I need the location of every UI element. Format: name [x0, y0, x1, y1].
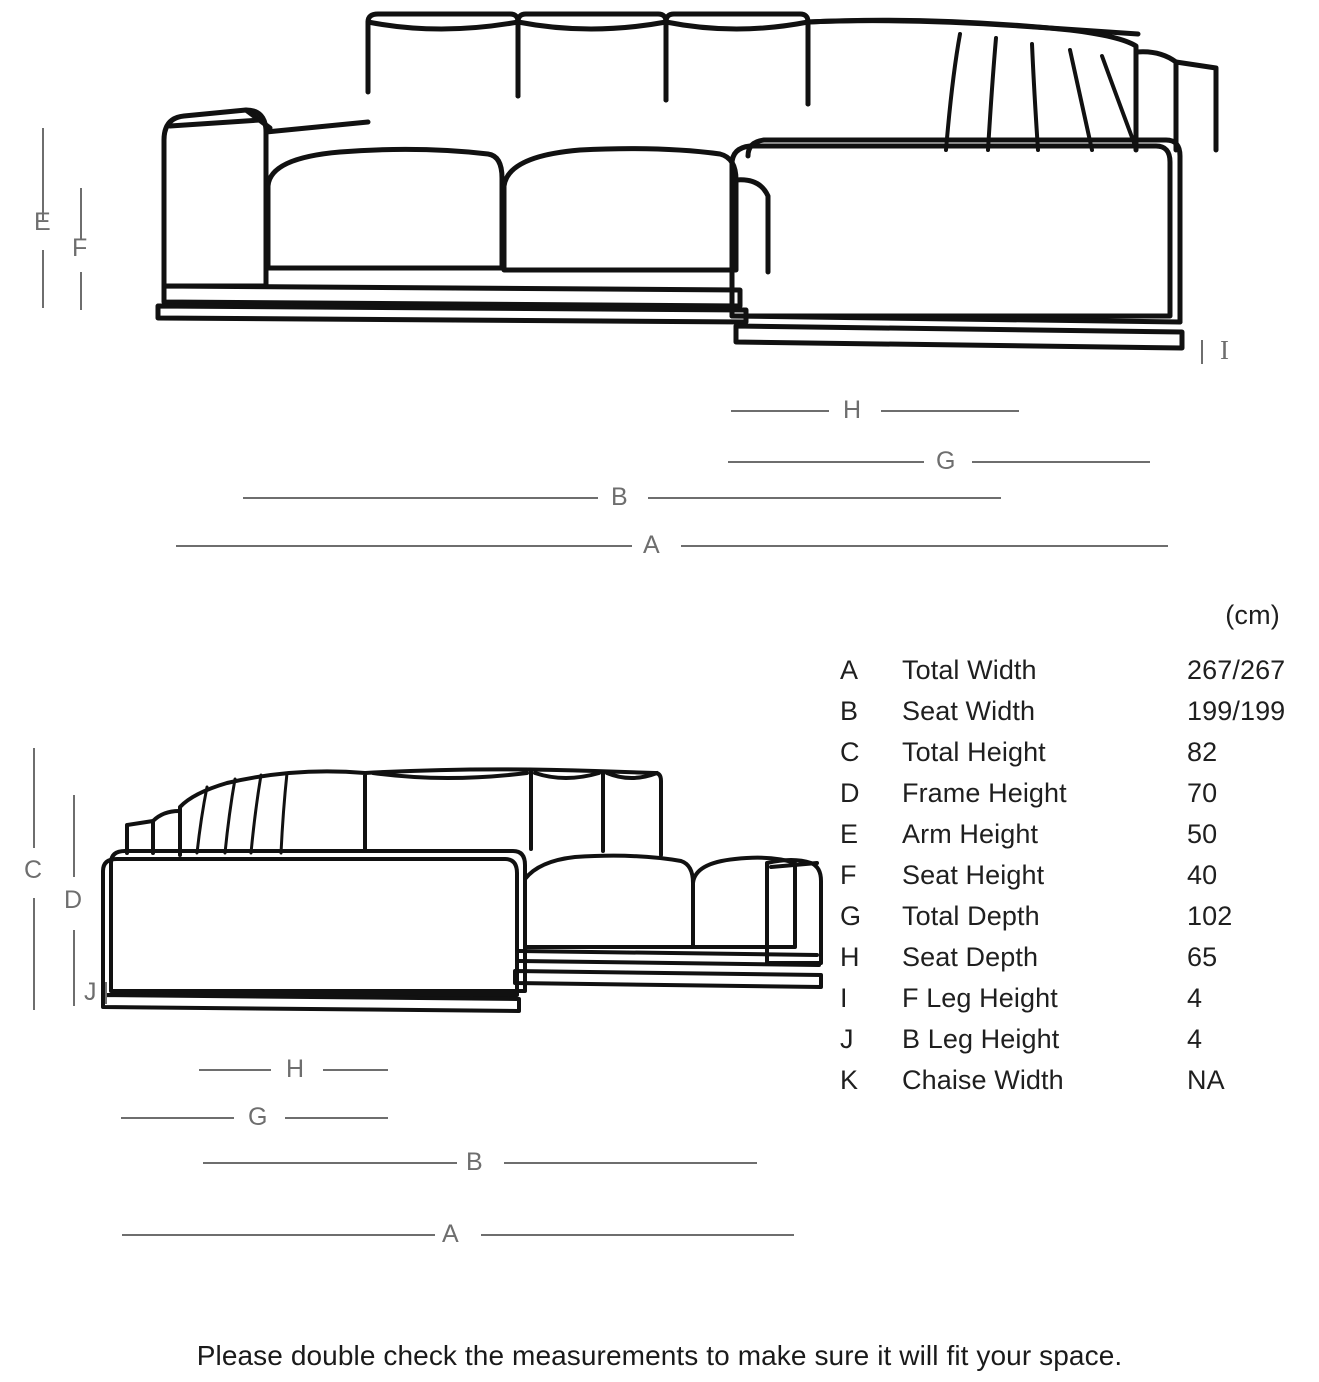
- spec-value: 70: [1187, 778, 1218, 808]
- dimension-line-total-width-right: [681, 545, 1168, 547]
- table-row: [840, 860, 1310, 901]
- dimension-line-total-depth-right-rear: [285, 1117, 388, 1119]
- spec-label: Frame Height: [902, 778, 1067, 808]
- spec-label: F Leg Height: [902, 983, 1058, 1013]
- spec-label: Seat Depth: [902, 942, 1039, 972]
- spec-key: E: [840, 819, 859, 849]
- spec-key: K: [840, 1065, 859, 1095]
- spec-key: F: [840, 860, 857, 890]
- spec-value: 50: [1187, 819, 1218, 849]
- dimension-line-seat-height-upper: [80, 188, 82, 240]
- dimension-line-total-depth-left: [728, 461, 924, 463]
- spec-value: 4: [1187, 1024, 1203, 1054]
- dimension-line-seat-height-lower: [80, 272, 82, 310]
- table-row: [840, 901, 1310, 942]
- dimension-line-seat-depth-right-rear: [323, 1069, 388, 1071]
- dimension-line-total-height-lower: [33, 898, 35, 1010]
- spec-value: 82: [1187, 737, 1218, 767]
- spec-label: Total Depth: [902, 901, 1040, 931]
- dimension-line-total-width-right-rear: [481, 1234, 794, 1236]
- dimension-label-total-depth: G: [936, 447, 956, 475]
- spec-value: 267/267: [1187, 655, 1286, 685]
- spec-label: Chaise Width: [902, 1065, 1064, 1095]
- dimension-label-frame-height: D: [64, 886, 83, 914]
- dimension-line-total-depth-left-rear: [121, 1117, 234, 1119]
- dimension-line-seat-width-left: [243, 497, 598, 499]
- spec-key: J: [840, 1024, 854, 1054]
- table-row: [840, 737, 1310, 778]
- spec-key: B: [840, 696, 859, 726]
- dimension-label-arm-height: E: [34, 208, 52, 236]
- measurement-disclaimer: Please double check the measurements to make sure it will fit your space.: [196, 1340, 1123, 1371]
- dimension-label-front-leg-height: I: [1220, 335, 1229, 365]
- spec-key: I: [840, 983, 848, 1013]
- spec-value: NA: [1187, 1065, 1225, 1095]
- dimension-line-total-depth-right: [972, 461, 1150, 463]
- table-row: [840, 942, 1310, 983]
- rear-view-illustration: [95, 755, 825, 1015]
- spec-key: A: [840, 655, 859, 685]
- dimension-line-seat-depth-left: [731, 410, 829, 412]
- dimension-line-frame-height-upper: [73, 795, 75, 877]
- table-row: [840, 983, 1310, 1024]
- dimension-label-total-width-rear: A: [442, 1220, 460, 1248]
- spec-value: 40: [1187, 860, 1218, 890]
- dimension-line-seat-width-right-rear: [504, 1162, 757, 1164]
- spec-label: B Leg Height: [902, 1024, 1060, 1054]
- table-row: [840, 778, 1310, 819]
- dimension-label-total-width: A: [643, 531, 661, 559]
- dimension-label-seat-width: B: [611, 483, 629, 511]
- dimension-line-seat-depth-left-rear: [199, 1069, 271, 1071]
- dimension-label-seat-width-rear: B: [466, 1148, 484, 1176]
- spec-label: Arm Height: [902, 819, 1039, 849]
- dimension-label-total-height: C: [24, 856, 43, 884]
- dimension-line-arm-height-lower: [42, 250, 44, 308]
- spec-label: Total Height: [902, 737, 1046, 767]
- spec-value: 4: [1187, 983, 1203, 1013]
- dimension-line-frame-height-lower: [73, 930, 75, 1006]
- dimension-line-total-width-left-rear: [122, 1234, 435, 1236]
- spec-rows: [840, 655, 1310, 1106]
- dimension-label-back-leg-height: J: [84, 978, 97, 1006]
- spec-label: Seat Width: [902, 696, 1036, 726]
- table-row: [840, 1024, 1310, 1065]
- spec-value: 199/199: [1187, 696, 1286, 726]
- spec-value: 102: [1187, 901, 1233, 931]
- dimension-line-seat-width-right: [648, 497, 1001, 499]
- dimension-line-arm-height-upper: [42, 128, 44, 220]
- dimension-line-seat-depth-right: [881, 410, 1019, 412]
- dimension-label-seat-depth: H: [843, 396, 862, 424]
- dimension-tick-front-leg-height: [1201, 340, 1203, 364]
- spec-value: 65: [1187, 942, 1218, 972]
- dimension-line-total-width-left: [176, 545, 632, 547]
- dimension-spec-table: [840, 600, 1310, 1106]
- spec-key: H: [840, 942, 860, 972]
- spec-label: Total Width: [902, 655, 1037, 685]
- spec-key: G: [840, 901, 862, 931]
- dimension-line-seat-width-left-rear: [203, 1162, 457, 1164]
- spec-label: Seat Height: [902, 860, 1045, 890]
- spec-key: D: [840, 778, 860, 808]
- dimension-label-seat-depth-rear: H: [286, 1055, 305, 1083]
- table-row: [840, 696, 1310, 737]
- unit-header: (cm): [1225, 600, 1280, 630]
- front-view-illustration: [140, 0, 1250, 380]
- table-row: [840, 819, 1310, 860]
- spec-key: C: [840, 737, 860, 767]
- table-row: [840, 655, 1310, 696]
- dimension-label-total-depth-rear: G: [248, 1103, 268, 1131]
- dimension-tick-front-leg-height-rear: [105, 982, 107, 1004]
- table-row: [840, 1065, 1310, 1106]
- dimension-label-seat-height: F: [72, 234, 88, 262]
- dimension-line-total-height-upper: [33, 748, 35, 848]
